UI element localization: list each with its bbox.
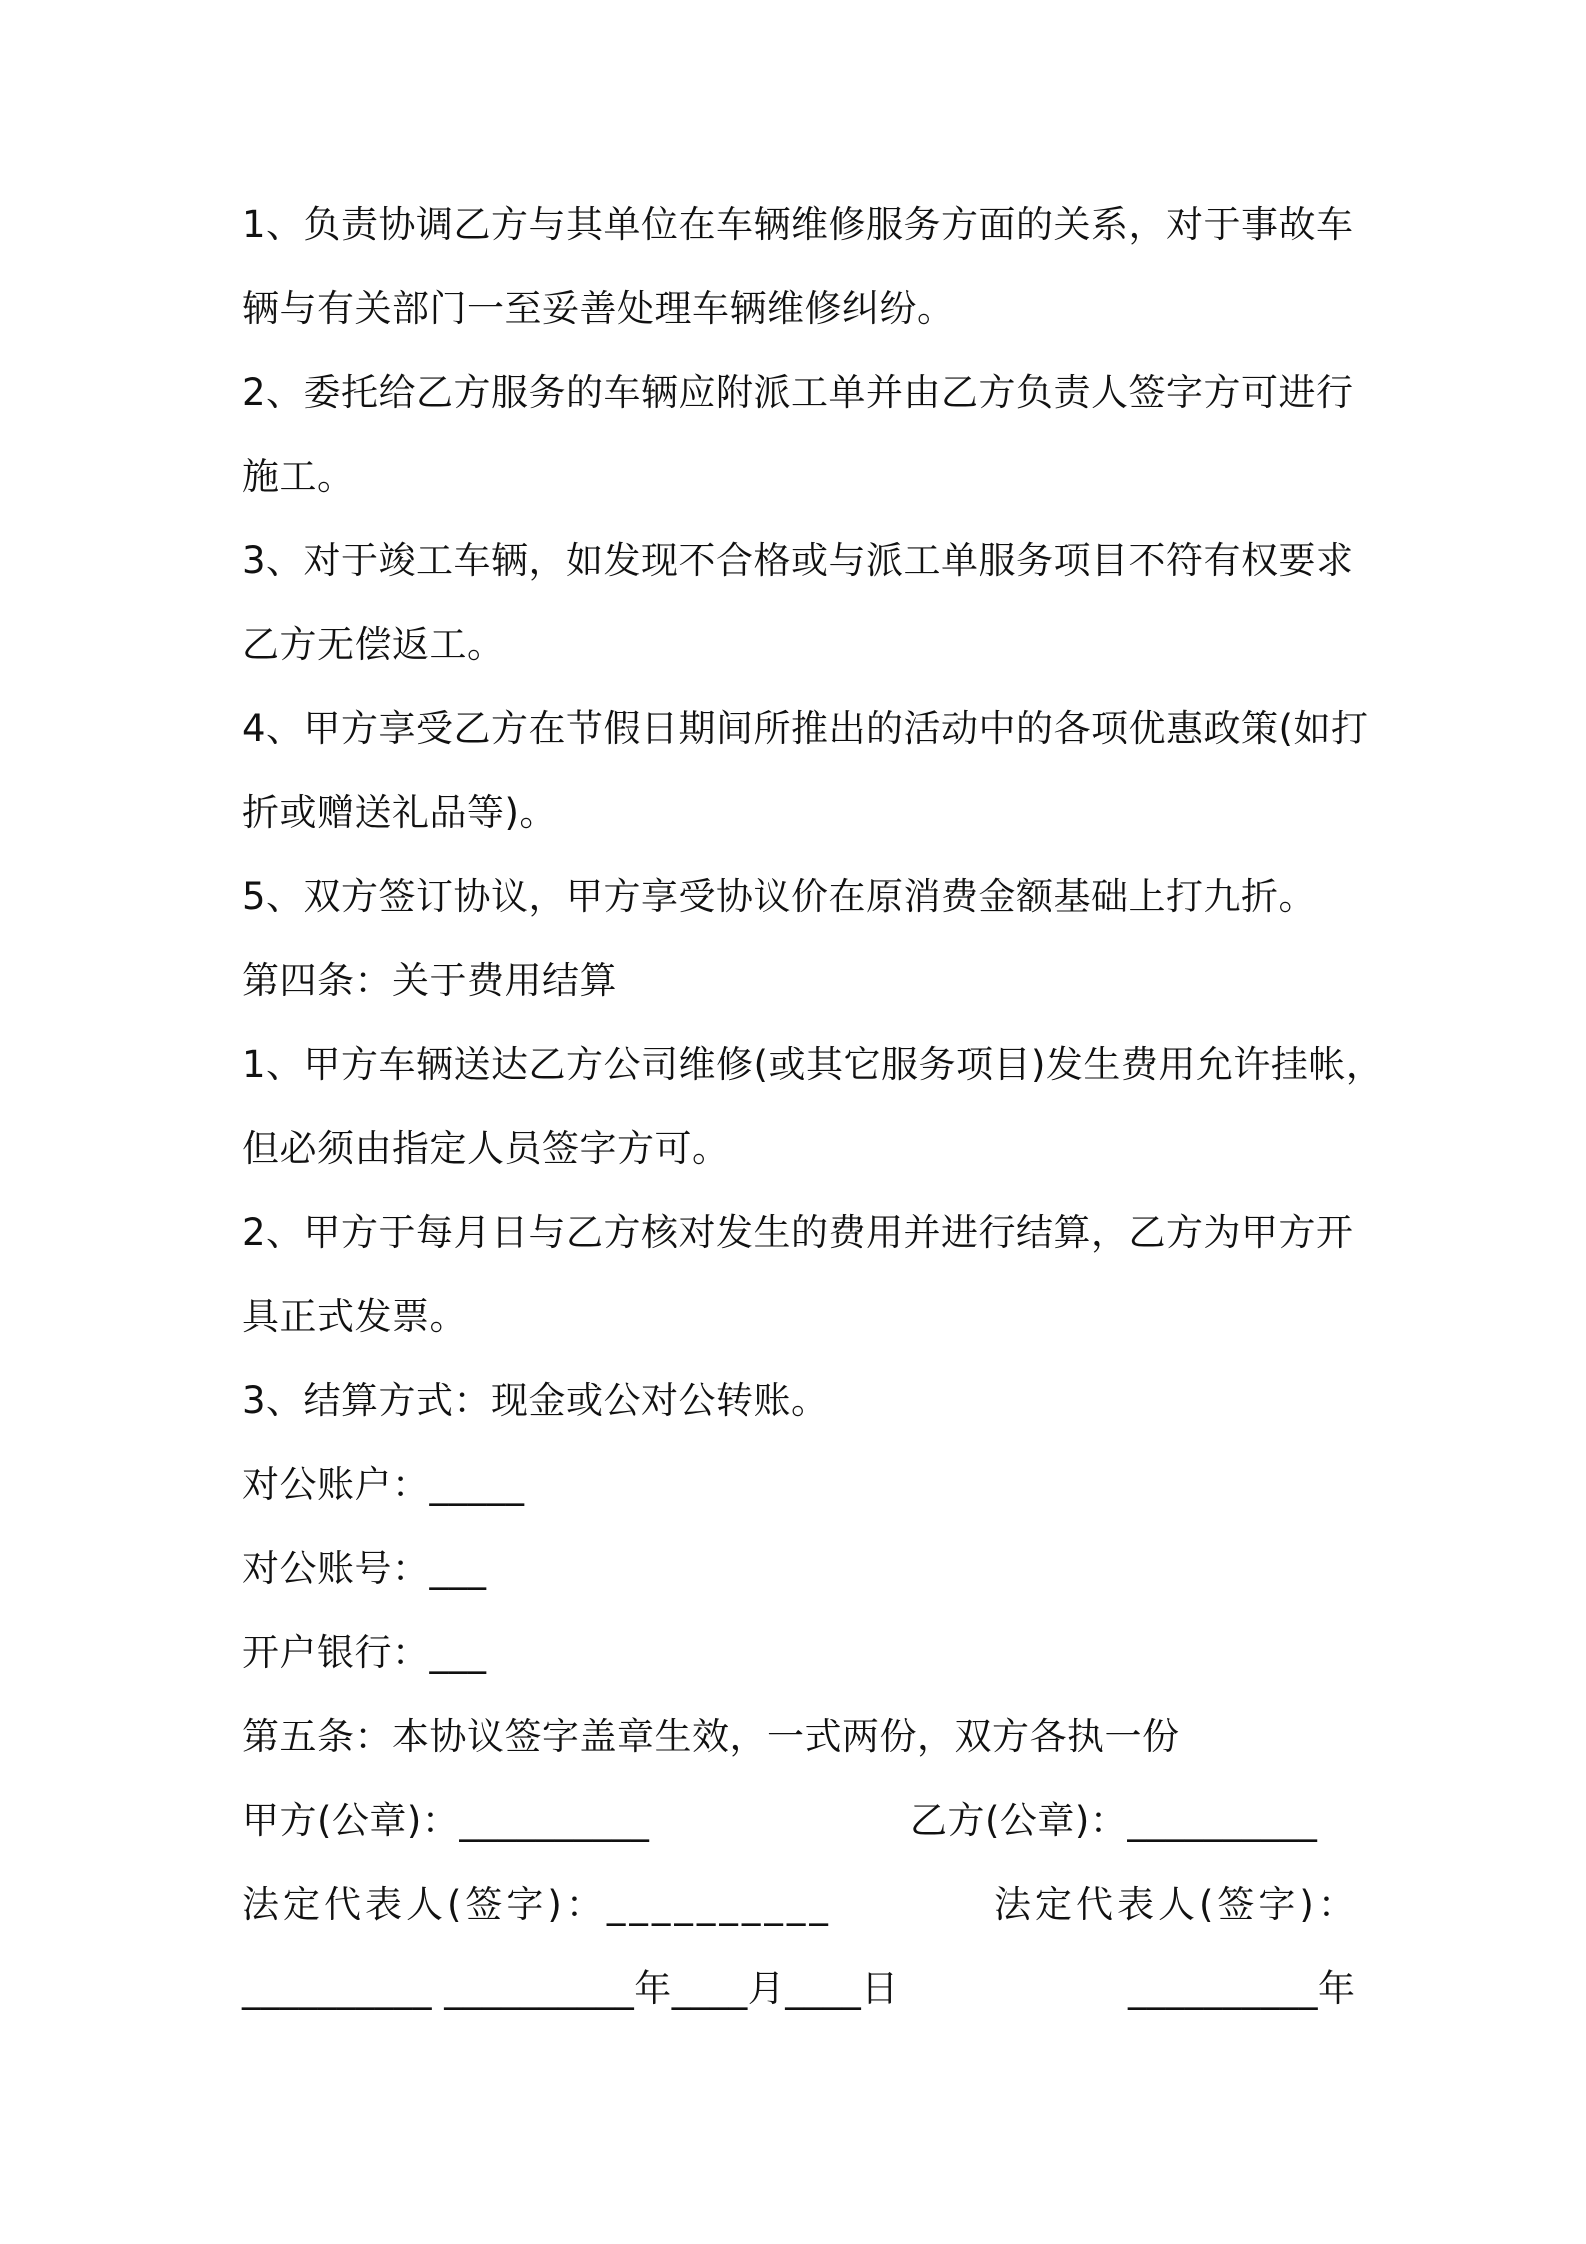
- clause-5-line-1: 5、双方签订协议，甲方享受协议价在原消费金额基础上打九折。: [242, 875, 1317, 918]
- clause-1-line-2: 辆与有关部门一至妥善处理车辆维修纠纷。: [242, 287, 955, 330]
- clause-2-line-2: 施工。: [242, 455, 355, 498]
- clause-4-line-2: 折或赠送礼品等)。: [242, 791, 557, 834]
- clause-1-line-1: 1、负责协调乙方与其单位在车辆维修服务方面的关系，对于事故车: [242, 203, 1354, 246]
- article-5-heading: 第五条：本协议签字盖章生效，一式两份，双方各执一份: [242, 1715, 1180, 1758]
- clause-3-line-2: 乙方无偿返工。: [242, 623, 505, 666]
- party-a-date: __________ __________年____月____日: [242, 1967, 899, 2010]
- clause-3-line-1: 3、对于竣工车辆，如发现不合格或与派工单服务项目不符有权要求: [242, 539, 1354, 582]
- bank-field: 开户银行：___: [242, 1631, 487, 1674]
- party-a-representative: 法定代表人(签字)：__________: [242, 1883, 832, 1926]
- article-4-heading: 第四条：关于费用结算: [242, 959, 617, 1002]
- article-4-item-2-line-1: 2、甲方于每月日与乙方核对发生的费用并进行结算，乙方为甲方开: [242, 1211, 1354, 1254]
- party-b-seal: 乙方(公章)：__________: [910, 1799, 1318, 1842]
- date-row: [242, 1959, 1356, 2019]
- party-b-date: __________年: [1128, 1967, 1356, 2010]
- account-number-field: 对公账号：___: [242, 1547, 487, 1590]
- clause-4-line-1: 4、甲方享受乙方在节假日期间所推出的活动中的各项优惠政策(如打: [242, 707, 1369, 750]
- article-4-item-3: 3、结算方式：现金或公对公转账。: [242, 1379, 829, 1422]
- seal-row: [242, 1791, 1352, 1851]
- account-name-field: 对公账户：_____: [242, 1463, 525, 1506]
- clause-2-line-1: 2、委托给乙方服务的车辆应附派工单并由乙方负责人签字方可进行: [242, 371, 1354, 414]
- representative-row: [242, 1875, 1359, 1935]
- article-4-item-1-line-1: 1、甲方车辆送达乙方公司维修(或其它服务项目)发生费用允许挂帐，: [242, 1043, 1384, 1086]
- article-4-item-2-line-2: 具正式发票。: [242, 1295, 467, 1338]
- article-4-item-1-line-2: 但必须由指定人员签字方可。: [242, 1127, 730, 1170]
- party-b-representative: 法定代表人(签字)：: [994, 1883, 1359, 1926]
- party-a-seal: 甲方(公章)：__________: [242, 1799, 650, 1842]
